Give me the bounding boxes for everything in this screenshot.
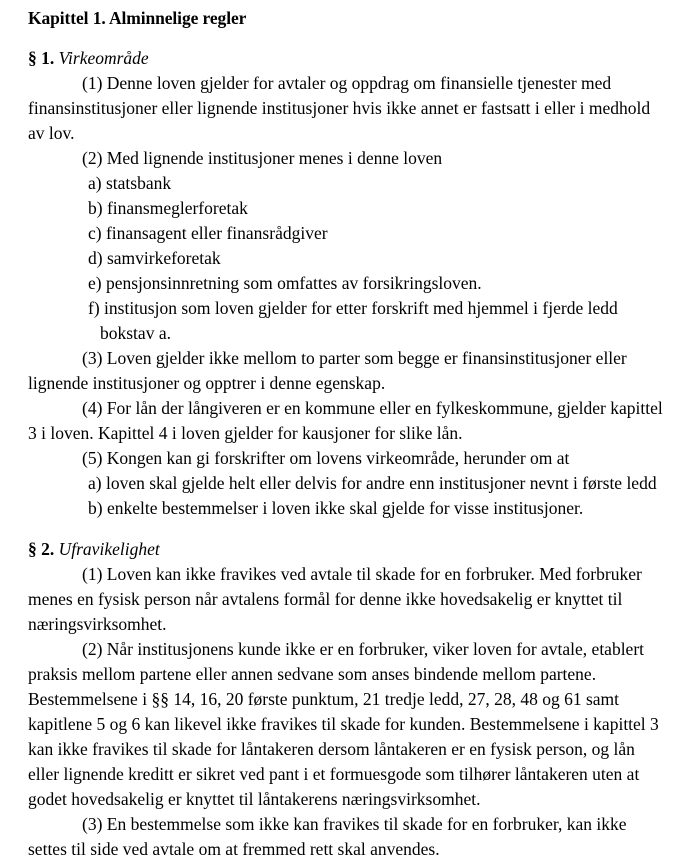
paragraph-2-1: (1) Loven kan ikke fravikes ved avtale til skade for en forbruker. Med forbruker menes en fysisk person når avtalens formål for denne ikke hovedsakelig er knyttet til næringsvirksomhet.	[28, 564, 642, 634]
paragraph-1-4: (4) For lån der långiveren er en kommune eller en fylkeskommune, gjelder kapittel 3 i loven. Kapittel 4 i loven gjelder for kausjoner for slike lån.	[28, 398, 663, 443]
paragraph-2-2: (2) Når institusjonens kunde ikke er en forbruker, viker loven for avtale, etablert praksis mellom partene eller annen sedvane som anses bindende mellom partene. Bestemmelsene i §§ 14, 16, 20 første punktum, 21 tredje ledd, 27, 28, 48 og 61 samt kapitlene 5 og 6 kan likevel ikke fravikes til skade for kunden. Bestemmelsene i kapittel 3 kan ikke fravikes til skade for låntakeren dersom låntakeren er en fysisk person, og lån eller lignende kreditt er sikret ved pant i et formuesgode som tilhører låntakeren uten at godet hovedsakelig er knyttet til låntakerens næringsvirksomhet.	[28, 639, 659, 809]
list-item: b) enkelte bestemmelser i loven ikke skal gjelde for visse institusjoner.	[88, 498, 584, 518]
list-item: a) loven skal gjelde helt eller delvis for andre enn institusjoner nevnt i første ledd	[88, 473, 657, 493]
section-heading	[28, 537, 664, 562]
paragraph-2-3: (3) En bestemmelse som ikke kan fravikes til skade for en forbruker, kan ikke settes til side ved avtale om at fremmed rett skal anvendes.	[28, 814, 627, 859]
list-item: e) pensjonsinnretning som omfattes av forsikringsloven.	[88, 273, 482, 293]
paragraph-1-3: (3) Loven gjelder ikke mellom to parter som begge er finansinstitusjoner eller lignende institusjoner og opptrer i denne egenskap.	[28, 348, 627, 393]
section-number: § 2.	[28, 539, 55, 559]
paragraph-1-1: (1) Denne loven gjelder for avtaler og oppdrag om finansielle tjenester med finansinstitusjoner eller lignende institusjoner hvis ikke annet er fastsatt i eller i medhold av lov.	[28, 73, 651, 143]
section-title: Virkeområde	[58, 48, 149, 68]
list-item: b) finansmeglerforetak	[88, 198, 248, 218]
section-title: Ufravikelighet	[58, 539, 160, 559]
paragraph-1-2: (2) Med lignende institusjoner menes i denne loven	[82, 148, 443, 168]
section-heading	[28, 46, 664, 71]
section-number: § 1.	[28, 48, 55, 68]
section-paragraph-1	[28, 46, 664, 521]
list-item: c) finansagent eller finansrådgiver	[88, 223, 328, 243]
paragraph-1-5: (5) Kongen kan gi forskrifter om lovens virkeområde, herunder om at	[82, 448, 570, 468]
chapter-heading: Kapittel 1. Alminnelige regler	[28, 8, 247, 28]
list-item: a) statsbank	[88, 173, 172, 193]
list-item: d) samvirkeforetak	[88, 248, 221, 268]
list-item: f) institusjon som loven gjelder for etter forskrift med hjemmel i fjerde ledd bokstav a.	[88, 298, 618, 343]
section-paragraph-2	[28, 537, 664, 862]
